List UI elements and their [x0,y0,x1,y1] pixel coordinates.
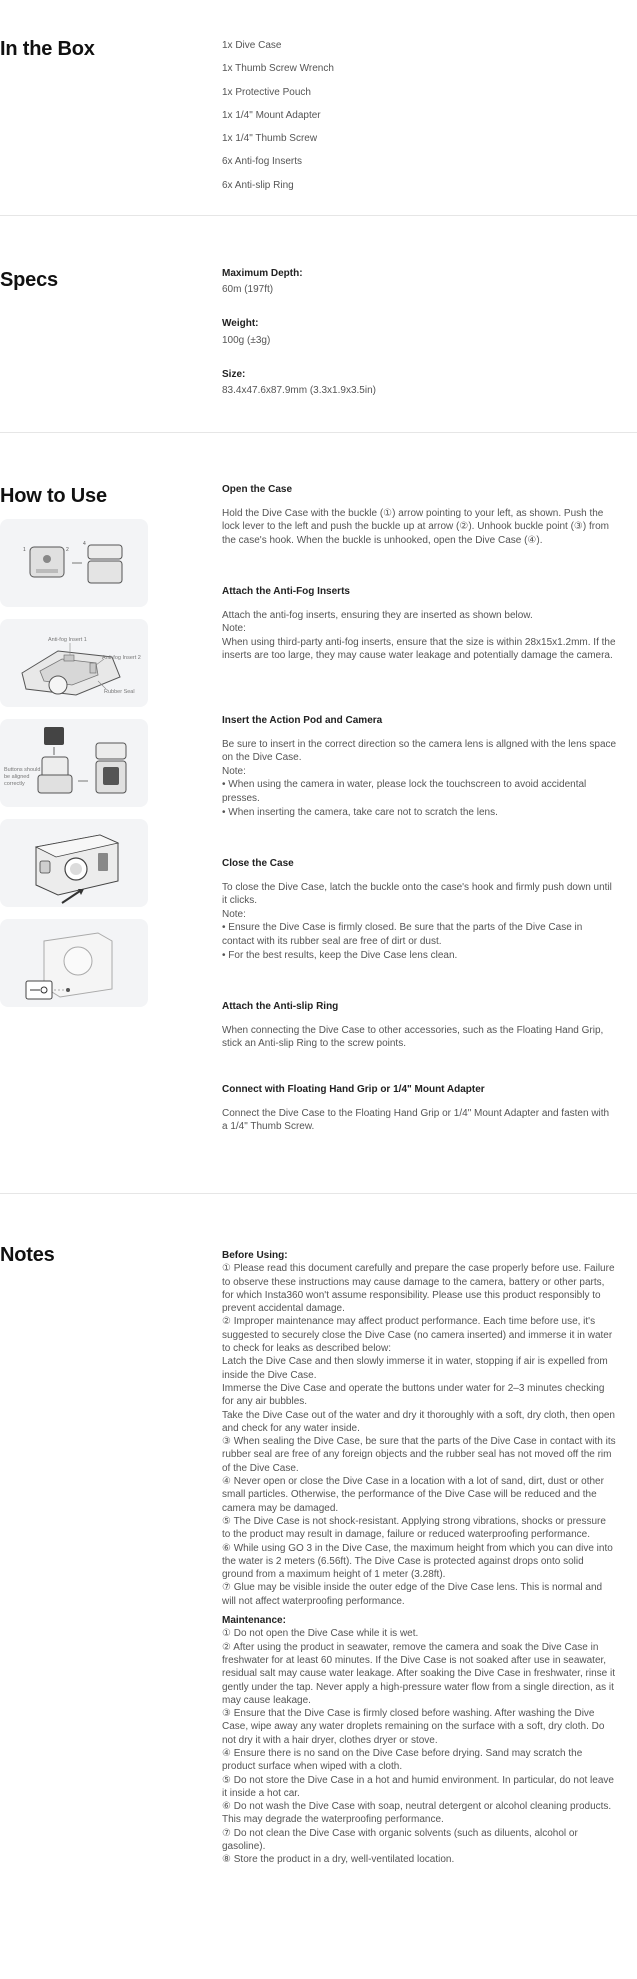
list-item: 1x Protective Pouch [222,86,311,98]
note-item: ⑤ The Dive Case is not shock-resistant. Applying strong vibrations, shocks or pressure to the product may result in damage, failure or reduced waterproofing performance. [222,1515,606,1541]
note-item: ③ Ensure that the Dive Case is firmly closed before washing. After washing the Dive Case, wipe away any water droplets remaining on the surface with a soft, dry cloth. Do not dry it with a hair dryer, clothes dryer or stove. [222,1708,605,1746]
svg-text:1: 1 [23,547,26,553]
notes-heading: Notes [0,1244,55,1266]
specs-list [222,268,622,419]
anti-fog-inserts-image [0,619,148,707]
step-text: When using third-party anti-fog inserts, ensure that the size is within 28x15x1.2mm. If the inserts are too large, they may cause water leakage and potentially damage the camera. [222,636,616,662]
list-item: 1x Thumb Screw Wrench [222,63,334,75]
step-title: Attach the Anti-slip Ring [222,1001,339,1012]
open-case-image [0,519,148,607]
spec-label: Maximum Depth: [222,268,303,279]
note-item: ④ Ensure there is no sand on the Dive Case before drying. Sand may scratch the product surface when wiped with a cloth. [222,1747,583,1773]
in-the-box-section [0,0,637,215]
step-title: Open the Case [222,484,293,495]
note-item: ② After using the product in seawater, remove the camera and soak the Dive Case in freshwater for at least 60 minutes. If the Dive Case is not soaked after use in seawater, residual salt may cause water leakage. After soaking the Dive Case in freshwater, rinse it gently under the tap. Never apply a high-pressure water flow from a single direction, as it may cause leakage. [222,1641,615,1706]
close-case-image [0,819,148,907]
step-open-case [222,483,617,547]
step-connect-grip [222,1083,617,1134]
step-text: Note: [222,908,246,920]
spec-label: Weight: [222,318,259,330]
note-item: ⑥ Do not wash the Dive Case with soap, neutral detergent or alcohol cleaning products. This may degrade the waterproofing performance. [222,1801,612,1826]
step-insert-camera [222,714,617,819]
anti-fog-insert-1-label: Anti-fog Insert 1 [48,637,87,643]
in-the-box-heading: In the Box [0,38,95,60]
anti-fog-insert-2-label: Anti-fog Insert 2 [102,655,141,661]
spec-item [222,369,622,397]
step-text: • For the best results, keep the Dive Case lens clean. [222,949,458,961]
step-text: Hold the Dive Case with the buckle (①) arrow pointing to your left, as shown. Push the lock lever to the left and push the buckle up at arrow (②). Unhook buckle point (③) from the case's hook. When the buckle is unhooked, open the Dive Case (④). [222,507,610,546]
step-title: Attach the Anti-Fog Inserts [222,586,350,597]
note-item: Immerse the Dive Case and operate the buttons under water for 2–3 minutes checking for any air bubbles. [222,1382,605,1408]
step-text: • When inserting the camera, take care not to scratch the lens. [222,806,498,818]
specs-heading: Specs [0,269,58,291]
maintenance-label: Maintenance: [222,1615,286,1627]
note-item: Latch the Dive Case and then slowly immerse it in water, stopping if air is expelled from inside the Dive Case. [222,1356,608,1381]
step-text: Attach the anti-fog inserts, ensuring they are inserted as shown below. [222,609,533,621]
step-title: Connect with Floating Hand Grip or 1/4" Mount Adapter [222,1084,485,1095]
buttons-aligned-label: Buttons should be aligned correctly [4,767,41,787]
step-close-case [222,857,617,962]
list-item: 1x 1/4" Thumb Screw [222,133,318,145]
spec-item [222,268,622,296]
note-item: ⑦ Glue may be visible inside the outer edge of the Dive Case lens. This is normal and will not affect waterproofing performance. [222,1582,603,1607]
step-text: To close the Dive Case, latch the buckle onto the case's hook and firmly push down until it clicks. [222,881,612,907]
before-using-label: Before Using: [222,1250,288,1261]
notes-section [0,1194,637,1979]
step-text: • When using the camera in water, please lock the touchscreen to avoid accidental presses. [222,779,587,804]
step-text: Note: [222,765,246,777]
step-text: Be sure to insert in the correct direction so the camera lens is allgned with the lens space on the Dive Case. [222,738,617,764]
rubber-seal-label: Rubber Seal [104,689,135,695]
step-text: • Ensure the Dive Case is firmly closed. Be sure that the parts of the Dive Case in contact with its rubber seal are free of dirt or dust. [222,922,583,947]
note-item: ③ When sealing the Dive Case, be sure that the parts of the Dive Case in contact with its rubber seal are free of any foreign objects and the rubber seal has not moved off the rim of the Dive Case. [222,1436,616,1474]
step-title: Close the Case [222,858,294,869]
svg-text:4: 4 [83,541,86,547]
how-to-use-section [0,433,637,1193]
in-the-box-list [222,39,622,202]
note-item: ④ Never open or close the Dive Case in a location with a lot of sand, dirt, dust or other small particles. Otherwise, the performance of the Dive Case will be reduced and the camera may be damaged. [222,1476,604,1514]
step-text: When connecting the Dive Case to other accessories, such as the Floating Hand Grip, stick an Anti-slip Ring to the screw points. [222,1024,604,1050]
note-item: ② Improper maintenance may affect product performance. Each time before use, it's suggested to securely close the Dive Case (no camera inserted) and immerse it in water to check for leaks as described below: [222,1316,613,1355]
step-anti-slip-ring [222,1000,617,1051]
how-to-use-heading: How to Use [0,485,107,507]
note-item: ⑦ Do not clean the Dive Case with organic solvents (such as diluents, alcohol or gasoline). [222,1827,578,1853]
step-anti-fog-inserts [222,585,617,663]
notes-content [222,1249,617,1867]
spec-value: 83.4x47.6x87.9mm (3.3x1.9x3.5in) [222,385,376,397]
list-item: 6x Anti-slip Ring [222,179,294,191]
note-item: ⑤ Do not store the Dive Case in a hot and humid environment. In particular, do not leave it inside a hot car. [222,1774,614,1799]
spec-item [222,318,622,346]
list-item: 6x Anti-fog Inserts [222,156,303,168]
note-item: ⑥ While using GO 3 in the Dive Case, the maximum height from which you can dive into the water is 2 meters (6.56ft). The Dive Case is protected against drops onto solid ground from a maximum height of 1 meter (3.28ft). [222,1542,613,1581]
note-item: ① Please read this document carefully and prepare the case properly before use. Failure to observe these instructions may cause damage to the camera, battery or other parts, for which Insta360 won't assume responsibility. Please use this product responsibly to prevent accidental damage. [222,1263,615,1315]
insert-camera-image [0,719,148,807]
list-item: 1x Dive Case [222,40,282,51]
anti-slip-ring-image [0,919,148,1007]
spec-value: 100g (±3g) [222,334,271,346]
spec-label: Size: [222,368,246,380]
step-title: Insert the Action Pod and Camera [222,715,383,726]
note-item: ⑧ Store the product in a dry, well-ventilated location. [222,1854,455,1866]
step-text: Note: [222,623,246,635]
specs-section [0,216,637,431]
svg-text:2: 2 [66,547,69,553]
step-text: Connect the Dive Case to the Floating Hand Grip or 1/4" Mount Adapter and fasten with a 1/4" Thumb Screw. [222,1107,610,1133]
spec-value: 60m (197ft) [222,284,274,296]
note-item: ① Do not open the Dive Case while it is wet. [222,1628,419,1640]
note-item: Take the Dive Case out of the water and dry it thoroughly with a soft, dry cloth, then open and check for any water inside. [222,1409,615,1434]
list-item: 1x 1/4" Mount Adapter [222,109,321,121]
